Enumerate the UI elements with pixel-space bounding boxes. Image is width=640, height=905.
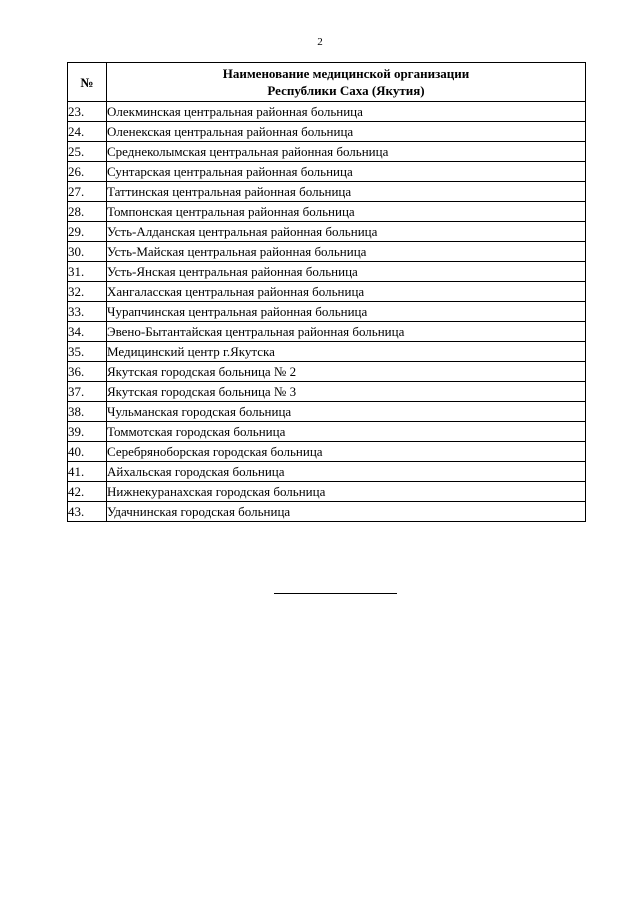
- header-number: №: [68, 63, 107, 102]
- row-number: 36.: [68, 362, 107, 382]
- table-row: [68, 482, 586, 502]
- row-number: 31.: [68, 262, 107, 282]
- table-row: [68, 122, 586, 142]
- table-row: [68, 382, 586, 402]
- table-row: [68, 342, 586, 362]
- table-row: [68, 302, 586, 322]
- row-number: 41.: [68, 462, 107, 482]
- row-number: 25.: [68, 142, 107, 162]
- header-organization-name: [107, 63, 586, 102]
- organization-name: Сунтарская центральная районная больница: [107, 162, 586, 182]
- row-number: 43.: [68, 502, 107, 522]
- end-of-document-line: [274, 593, 397, 594]
- header-name-line1: Наименование медицинской организации: [222, 66, 470, 81]
- organization-name: Олекминская центральная районная больница: [107, 102, 586, 122]
- organization-name: Серебряноборская городская больница: [107, 442, 586, 462]
- table-row: [68, 462, 586, 482]
- organization-name: Оленекская центральная районная больница: [107, 122, 586, 142]
- organization-name: Среднеколымская центральная районная больница: [107, 142, 586, 162]
- table-row: [68, 422, 586, 442]
- row-number: 24.: [68, 122, 107, 142]
- row-number: 39.: [68, 422, 107, 442]
- organization-name: Якутская городская больница № 2: [107, 362, 586, 382]
- row-number: 32.: [68, 282, 107, 302]
- organization-name: Томпонская центральная районная больница: [107, 202, 586, 222]
- table-header-row: [68, 63, 586, 102]
- row-number: 26.: [68, 162, 107, 182]
- organization-name: Усть-Алданская центральная районная больница: [107, 222, 586, 242]
- organization-name: Чульманская городская больница: [107, 402, 586, 422]
- row-number: 30.: [68, 242, 107, 262]
- table-row: [68, 282, 586, 302]
- table-row: [68, 322, 586, 342]
- table-row: [68, 262, 586, 282]
- table-row: [68, 142, 586, 162]
- organization-name: Эвено-Бытантайская центральная районная больница: [107, 322, 586, 342]
- organization-name: Чурапчинская центральная районная больница: [107, 302, 586, 322]
- organization-name: Усть-Янская центральная районная больница: [107, 262, 586, 282]
- page-number: 2: [317, 36, 323, 48]
- row-number: 33.: [68, 302, 107, 322]
- row-number: 40.: [68, 442, 107, 462]
- table-row: [68, 402, 586, 422]
- row-number: 28.: [68, 202, 107, 222]
- row-number: 34.: [68, 322, 107, 342]
- table-row: [68, 182, 586, 202]
- table-row: [68, 102, 586, 122]
- organization-name: Таттинская центральная районная больница: [107, 182, 586, 202]
- organization-name: Усть-Майская центральная районная больница: [107, 242, 586, 262]
- organization-name: Айхальская городская больница: [107, 462, 586, 482]
- row-number: 35.: [68, 342, 107, 362]
- table-row: [68, 502, 586, 522]
- organization-name: Удачнинская городская больница: [107, 502, 586, 522]
- table-row: [68, 162, 586, 182]
- organization-name: Якутская городская больница № 3: [107, 382, 586, 402]
- organization-name: Нижнекуранахская городская больница: [107, 482, 586, 502]
- organization-name: Томмотская городская больница: [107, 422, 586, 442]
- table-row: [68, 242, 586, 262]
- table-row: [68, 442, 586, 462]
- organization-name: Медицинский центр г.Якутска: [107, 342, 586, 362]
- medical-organizations-table: [67, 62, 586, 522]
- table-body: [68, 102, 586, 522]
- table-row: [68, 202, 586, 222]
- row-number: 23.: [68, 102, 107, 122]
- row-number: 27.: [68, 182, 107, 202]
- row-number: 42.: [68, 482, 107, 502]
- table-row: [68, 222, 586, 242]
- row-number: 38.: [68, 402, 107, 422]
- organization-name: Хангаласская центральная районная больница: [107, 282, 586, 302]
- row-number: 37.: [68, 382, 107, 402]
- row-number: 29.: [68, 222, 107, 242]
- header-name-line2: Республики Саха (Якутия): [267, 83, 425, 98]
- table-row: [68, 362, 586, 382]
